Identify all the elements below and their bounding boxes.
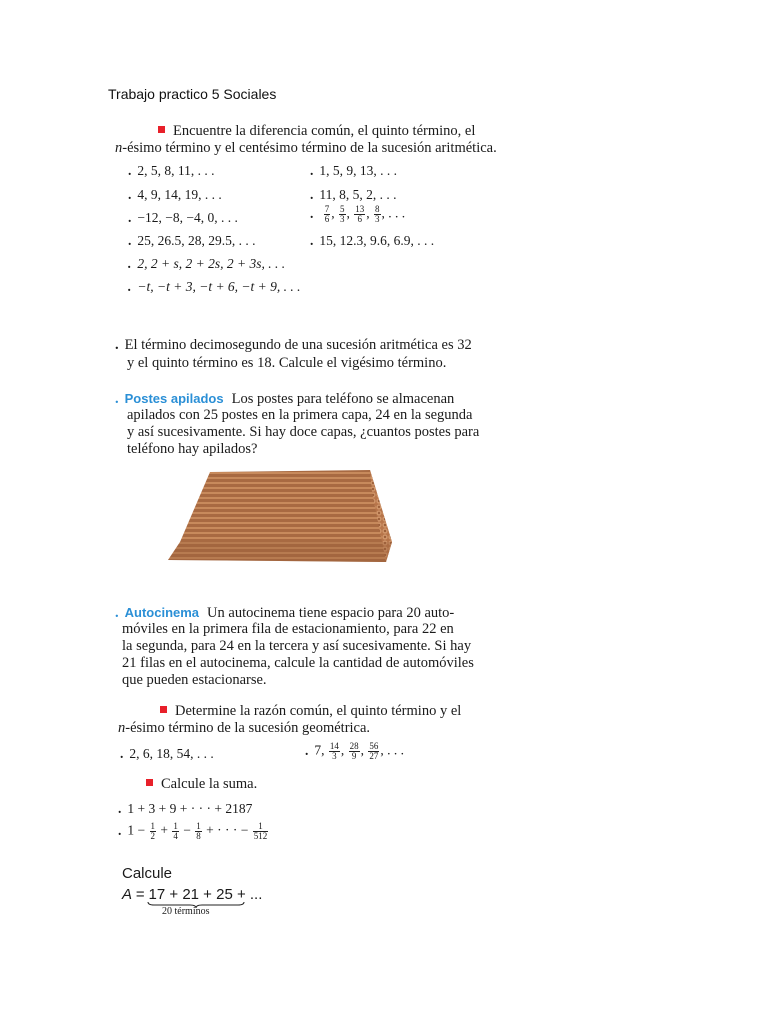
s6-sum2: . 1 − $\frac{1}{2}$ + $\frac{1}{4}$ − $\frac{1}{8}$ + · · · − $\frac{1}{512}$ (118, 821, 268, 841)
red-square-icon (158, 126, 165, 133)
s1-item-a: . 2, 5, 8, 11, . . . (128, 163, 215, 178)
s2-line1: . El término decimosegundo de una sucesión aritmética es 32 (115, 337, 472, 353)
red-square-icon (160, 706, 167, 713)
s4-line5: que pueden estacionarse. (122, 672, 267, 688)
s3-line4: teléfono hay apilados? (127, 441, 258, 457)
s1-instruction-line2: n-ésimo término y el centésimo término de la sucesión aritmética. (115, 140, 497, 156)
stacked-poles-illustration (160, 462, 400, 582)
s4-line4: 21 filas en el autocinema, calcule la cantidad de automóviles (122, 655, 474, 671)
s1-item-i: . 2, 2 + s, 2 + 2s, 2 + 3s, . . . (128, 256, 286, 271)
s1-item-f: . $\frac{7}{6}$ , $\frac{5}{3}$ , $\frac{13}{6}$ , $\frac{8}{3}$ , . . . (310, 204, 406, 224)
s4-line2: móviles en la primera fila de estacionamiento, para 22 en (122, 621, 454, 637)
s5-item-a: . 2, 6, 18, 54, . . . (120, 746, 214, 761)
s5-item-b: . 7, $\frac{14}{3}$ , $\frac{28}{9}$ , $\frac{56}{27}$ , . . . (305, 741, 404, 761)
s1-item-g: . 25, 26.5, 28, 29.5, . . . (128, 233, 256, 248)
s2-line2: y el quinto término es 18. Calcule el vigésimo término. (127, 355, 447, 371)
s6-sum1: . 1 + 3 + 9 + · · · + 2187 (118, 801, 253, 816)
s1-item-d: . 11, 8, 5, 2, . . . (310, 187, 397, 202)
s6-heading: Calcule la suma. (146, 776, 257, 793)
s1-item-j: . −t, −t + 3, −t + 6, −t + 9, . . . (128, 279, 301, 294)
s3-line1: . Postes apilados Los postes para teléfono se almacenan (115, 391, 455, 407)
s3-line3: y así sucesivamente. Si hay doce capas, ¿cuantos postes para (127, 424, 480, 440)
s4-line1: . Autocinema Un autocinema tiene espacio para 20 auto- (115, 605, 455, 621)
s3-label: Postes apilados (124, 391, 224, 406)
red-square-icon (146, 779, 153, 786)
s7-expression: A = 17 + 21 + 25 + ... (122, 886, 263, 903)
s1-item-e: . −12, −8, −4, 0, . . . (128, 210, 238, 225)
s4-label: Autocinema (124, 605, 200, 620)
s7-under-label: 20 términos (162, 906, 210, 917)
s5-instruction-line2: n-ésimo término de la sucesión geométrica. (118, 720, 371, 736)
s1-item-c: . 4, 9, 14, 19, . . . (128, 187, 222, 202)
s4-line3: la segunda, para 24 en la tercera y así sucesivamente. Si hay (122, 638, 472, 654)
doc-title: Trabajo practico 5 Sociales (108, 86, 277, 102)
s1-item-b: . 1, 5, 9, 13, . . . (310, 163, 397, 178)
s7-heading: Calcule (122, 865, 173, 882)
s5-instruction: Determine la razón común, el quinto término y el (160, 703, 461, 720)
s3-line2: apilados con 25 postes en la primera capa, 24 en la segunda (127, 407, 473, 423)
s1-item-h: . 15, 12.3, 9.6, 6.9, . . . (310, 233, 435, 248)
s1-instruction: Encuentre la diferencia común, el quinto término, el (158, 123, 475, 140)
